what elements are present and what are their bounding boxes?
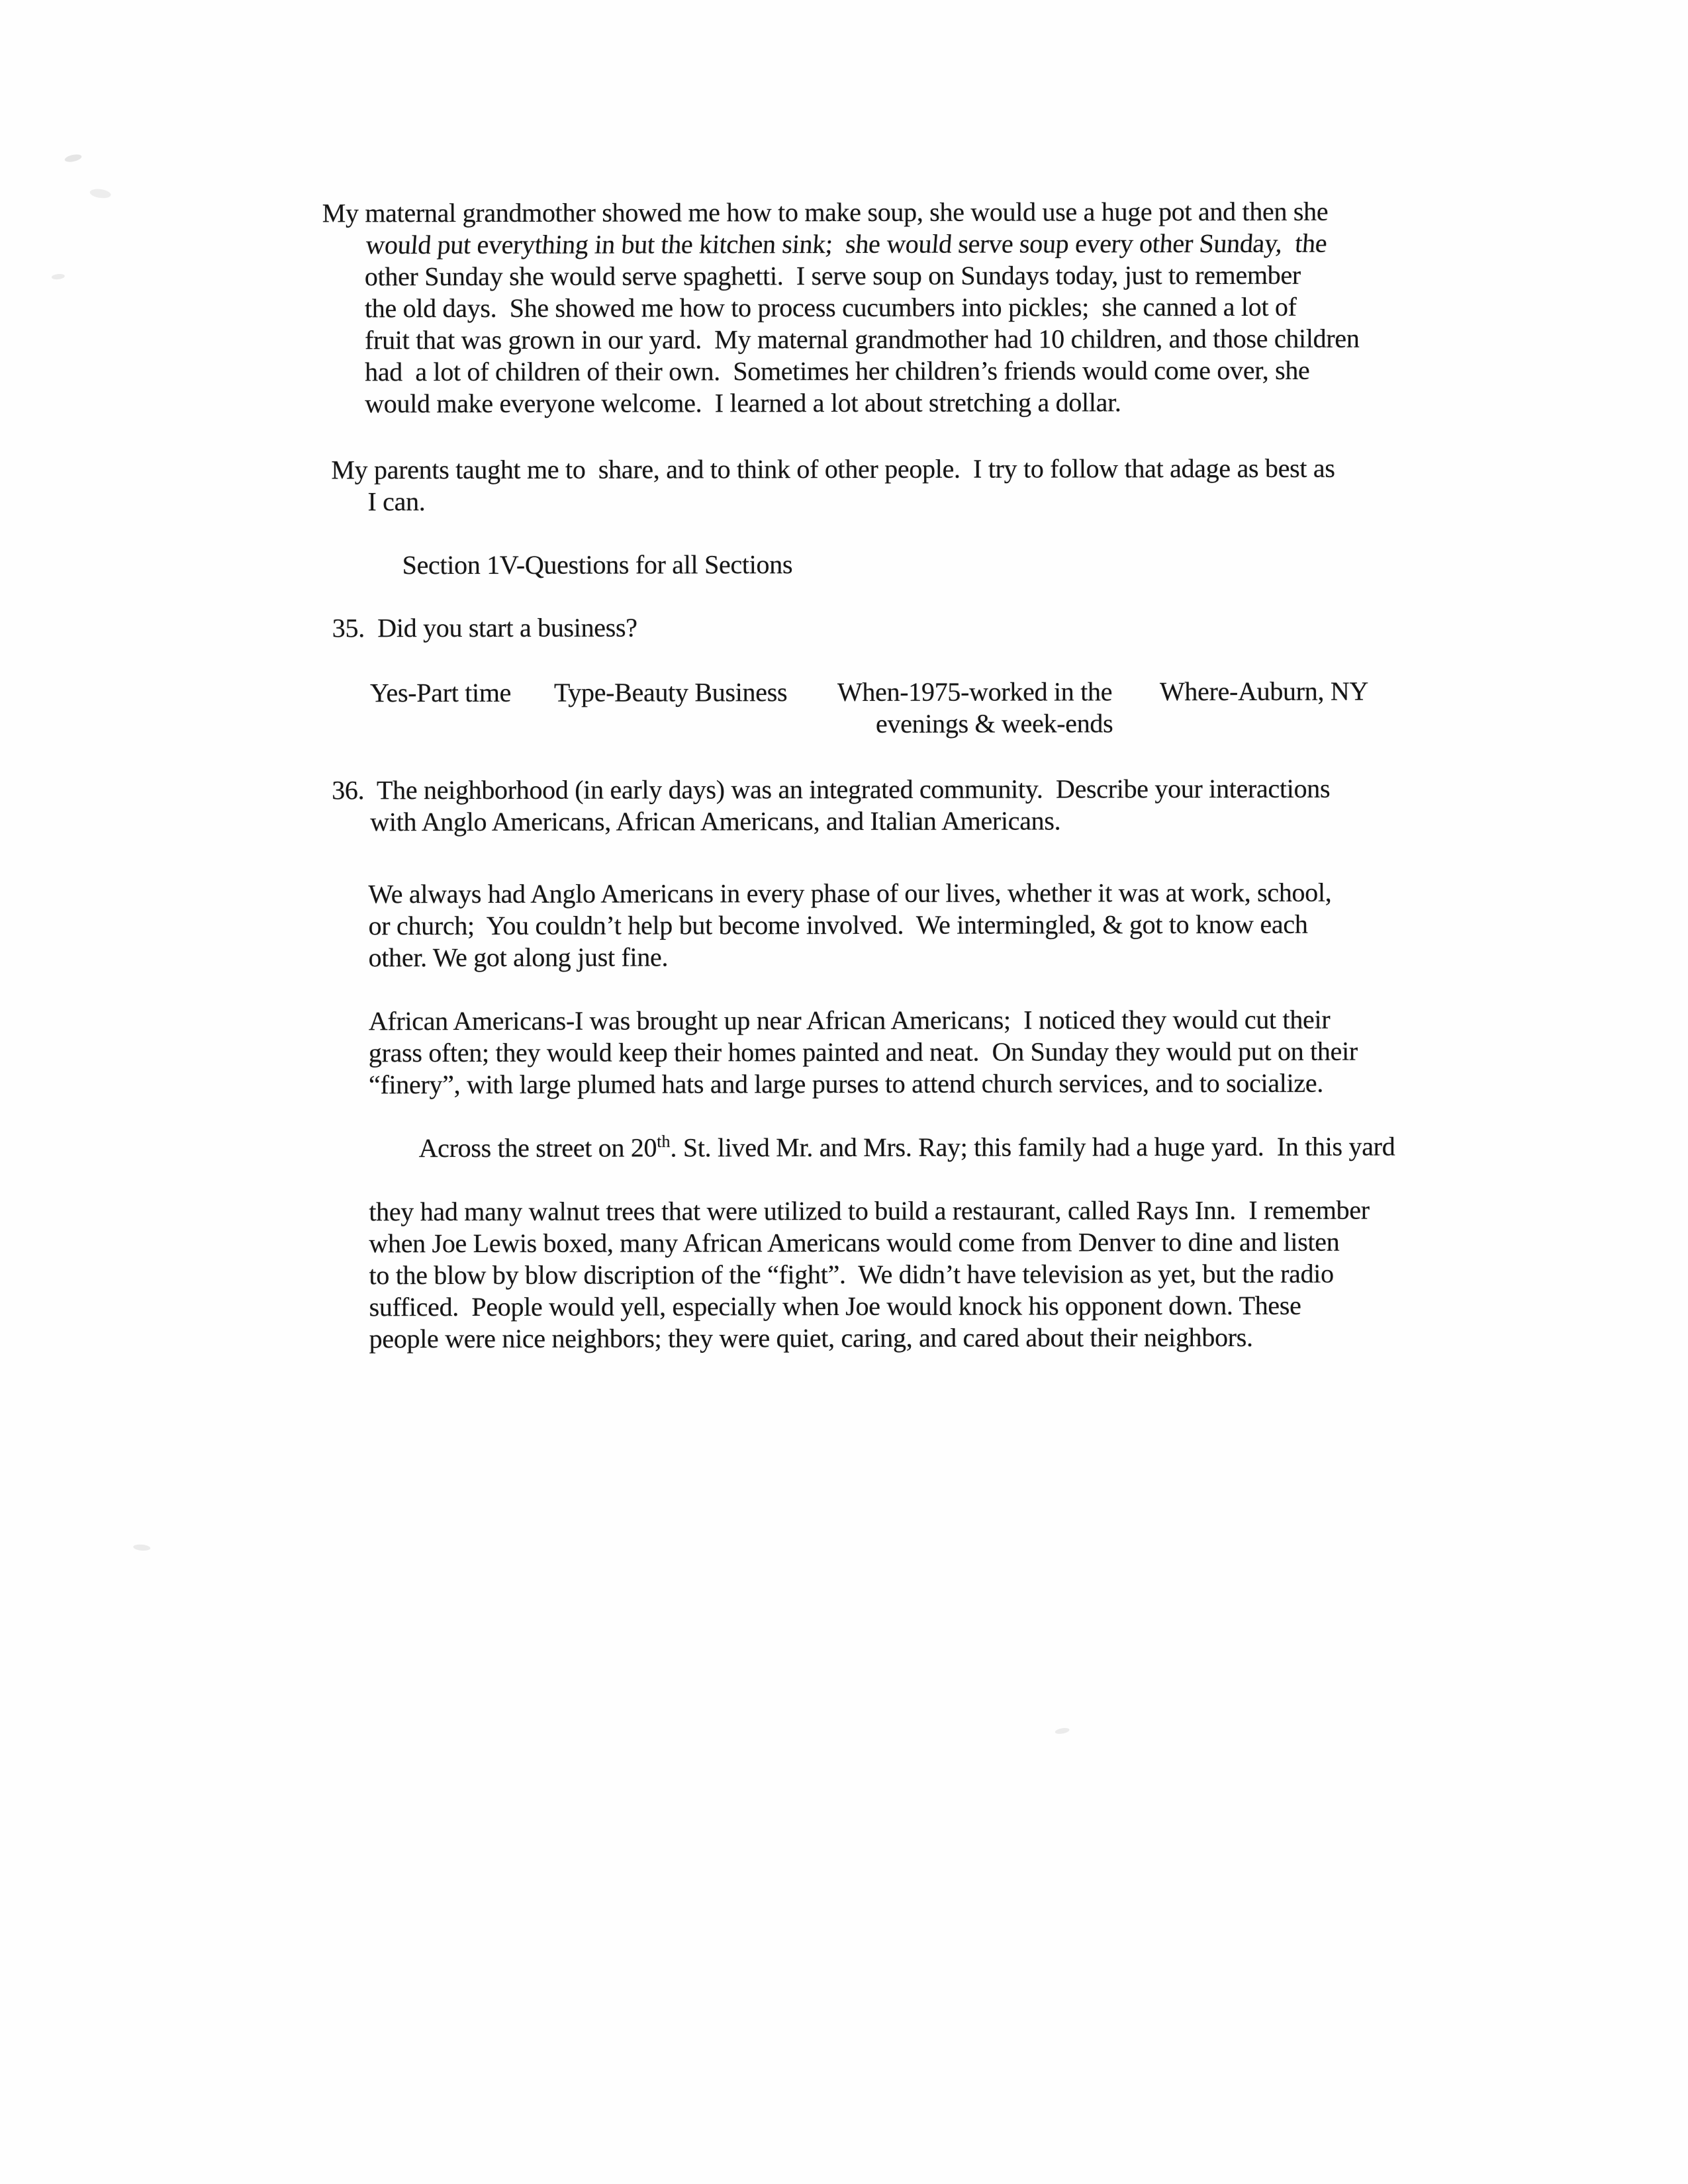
scan-speck [64,153,83,163]
answer-35-type: Type-Beauty Business [553,677,788,707]
text-line: the old days. She showed me how to process cucumbers into pickles; she canned a lot of [364,291,1297,324]
text-line: I can. [367,486,426,517]
text-line: African Americans-I was brought up near African Americans; I noticed they would cut their [368,1004,1331,1036]
street-line-pre: Across the street on 20 [418,1132,657,1163]
paragraph-grandmother [322,196,1360,420]
answer-35-where: Where-Auburn, NY [1159,676,1369,707]
line-group [369,1004,1395,1101]
scan-speck [51,273,65,280]
text-line: to the blow by blow discription of the “fight”. We didn’t have television as yet, but the radio [369,1258,1334,1291]
answer-35-when: When-1975-worked in the [837,676,1113,707]
text-line: We always had Anglo Americans in every phase of our lives, whether it was at work, school, [368,877,1332,909]
paragraph-african-americans [369,1004,1395,1355]
text-line: other Sunday she would serve spaghetti. I serve soup on Sundays today, just to remember [364,259,1301,292]
text-line: My parents taught me to share, and to think of other people. I try to follow that adage as best as [331,453,1335,485]
scan-speck [89,188,111,199]
text-line: they had many walnut trees that were utilized to build a restaurant, called Rays Inn. I remember [369,1195,1370,1227]
text-line: grass often; they would keep their homes painted and neat. On Sunday they would put on their [368,1036,1358,1068]
answer-35-yes: Yes-Part time [369,677,512,708]
ordinal-superscript: th [657,1132,671,1152]
street-line-post: . St. lived Mr. and Mrs. Ray; this family had a huge yard. In this yard [670,1131,1395,1163]
text-line: would make everyone welcome. I learned a lot about stretching a dollar. [365,387,1121,419]
text-line: or church; You couldn’t help but become involved. We intermingled, & got to know each [368,909,1308,941]
section-heading [402,549,793,581]
text-line: with Anglo Americans, African Americans, and Italian Americans. [370,805,1061,837]
question-36 [332,773,1330,839]
text-line: sufficed. People would yell, especially when Joe would knock his opponent down. These [369,1290,1301,1322]
text-line: when Joe Lewis boxed, many African Americans would come from Denver to dine and listen [369,1226,1340,1259]
text-line-street [369,1099,1395,1197]
text-line: “finery”, with large plumed hats and large purses to attend church services, and to socialize. [368,1068,1324,1100]
paragraph-anglo-americans [368,877,1331,974]
paragraph-parents [331,453,1335,518]
text-line: My maternal grandmother showed me how to make soup, she would use a huge pot and then she [322,196,1329,228]
text-line: people were nice neighbors; they were quiet, caring, and cared about their neighbors. [369,1322,1253,1354]
section-heading-text: Section 1V-Questions for all Sections [402,549,793,580]
question-35-text: 35. Did you start a business? [332,612,637,643]
scan-speck [1055,1727,1070,1735]
text-line: 36. The neighborhood (in early days) was an integrated community. Describe your interactions [332,773,1331,805]
text-line: other. We got along just fine. [368,942,669,973]
answer-35-when-continued: evenings & week-ends [875,708,1113,739]
text-line: had a lot of children of their own. Sometimes her children’s friends would come over, she [365,355,1310,387]
text-line: fruit that was grown in our yard. My maternal grandmother had 10 children, and those children [364,323,1360,355]
line-group [369,1195,1395,1355]
question-35 [332,612,637,645]
text-line: would put everything in but the kitchen sink; she would serve soup every other Sunday, the [364,228,1329,260]
scan-speck [133,1544,151,1551]
